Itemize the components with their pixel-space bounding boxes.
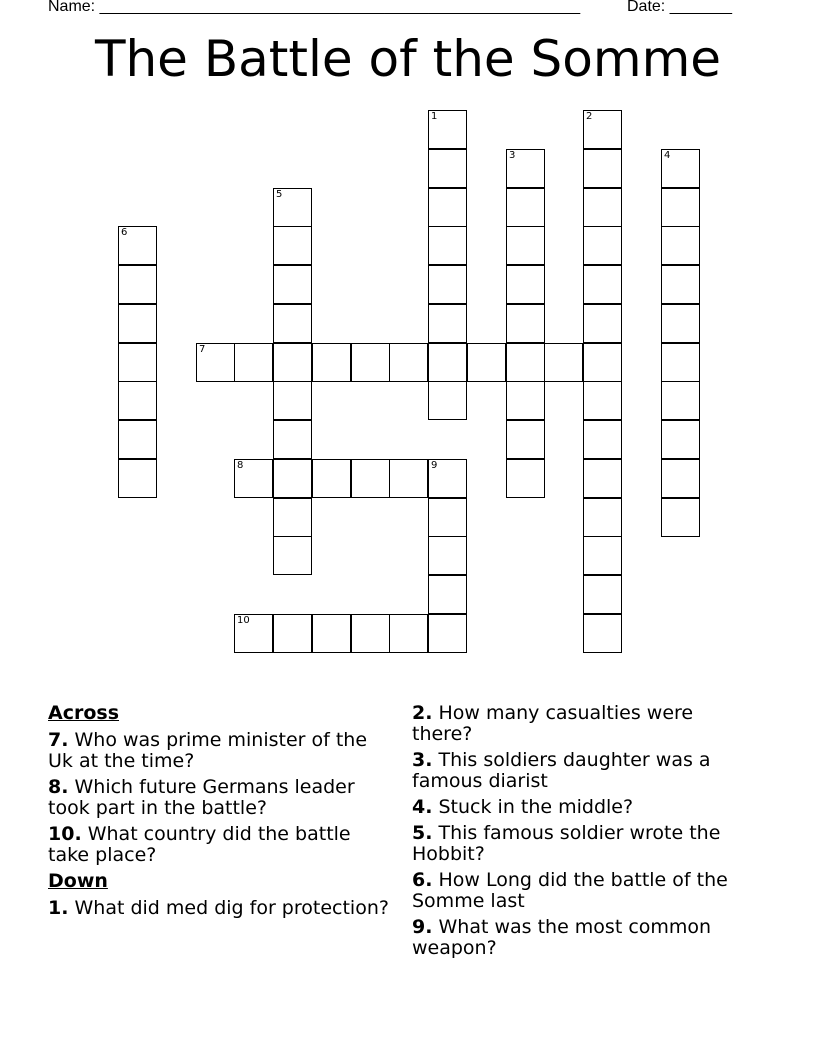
name-field-label: Name: ______________________________________________________: [48, 0, 581, 15]
clue-down-2: [412, 703, 757, 745]
grid-cell[interactable]: [234, 459, 273, 498]
grid-cell[interactable]: [583, 614, 622, 653]
grid-cell[interactable]: [234, 343, 273, 382]
grid-cell[interactable]: [273, 226, 312, 265]
down-heading: Down: [48, 870, 108, 892]
grid-cell[interactable]: [273, 498, 312, 537]
grid-cell[interactable]: [583, 265, 622, 304]
grid-cell[interactable]: [273, 614, 312, 653]
page-title: The Battle of the Somme: [94, 30, 722, 88]
grid-cell[interactable]: [351, 459, 390, 498]
grid-cell[interactable]: [273, 304, 312, 343]
clue-text: Who was prime minister of the Uk at the time?: [48, 729, 368, 772]
grid-cell[interactable]: [428, 381, 467, 420]
clue-across-7: [48, 730, 393, 772]
grid-cell[interactable]: [428, 188, 467, 227]
cell-number: 9: [431, 460, 438, 471]
cell-number: 10: [237, 615, 250, 626]
clue-number: 10.: [48, 823, 82, 845]
grid-cell[interactable]: [389, 614, 428, 653]
grid-cell[interactable]: [234, 614, 273, 653]
grid-cell[interactable]: [506, 265, 545, 304]
clue-number: 2.: [412, 702, 433, 724]
cell-number: 2: [586, 111, 593, 122]
grid-cell[interactable]: [583, 498, 622, 537]
grid-cell[interactable]: [506, 343, 545, 382]
clue-across-8: [48, 777, 393, 819]
grid-cell[interactable]: [661, 498, 700, 537]
grid-cell[interactable]: [583, 226, 622, 265]
grid-cell[interactable]: [506, 226, 545, 265]
cell-number: 7: [199, 344, 206, 355]
grid-cell[interactable]: [428, 110, 467, 149]
grid-cell[interactable]: [506, 420, 545, 459]
date-field-label: Date: _______: [627, 0, 732, 15]
clues-column-left: [48, 703, 393, 924]
clue-across-10: [48, 824, 393, 866]
grid-cell[interactable]: [118, 226, 157, 265]
clue-number: 4.: [412, 796, 433, 818]
clue-down-6: [412, 870, 757, 912]
cell-number: 4: [664, 150, 671, 161]
grid-cell[interactable]: [428, 304, 467, 343]
clue-text: Stuck in the middle?: [438, 796, 634, 818]
clue-text: This famous soldier wrote the Hobbit?: [412, 822, 721, 865]
grid-cell[interactable]: [118, 304, 157, 343]
clue-text: Which future Germans leader took part in the battle?: [48, 776, 355, 819]
grid-cell[interactable]: [544, 343, 583, 382]
grid-cell[interactable]: [583, 536, 622, 575]
grid-cell[interactable]: [273, 536, 312, 575]
grid-cell[interactable]: [661, 226, 700, 265]
clue-number: 7.: [48, 729, 69, 751]
grid-cell[interactable]: [389, 343, 428, 382]
grid-cell[interactable]: [661, 459, 700, 498]
grid-cell[interactable]: [583, 149, 622, 188]
grid-cell[interactable]: [428, 575, 467, 614]
clue-down-3: [412, 750, 757, 792]
grid-cell[interactable]: [351, 614, 390, 653]
grid-cell[interactable]: [118, 420, 157, 459]
clue-down-5: [412, 823, 757, 865]
grid-cell[interactable]: [506, 459, 545, 498]
grid-cell[interactable]: [428, 265, 467, 304]
grid-cell[interactable]: [661, 149, 700, 188]
grid-cell[interactable]: [661, 304, 700, 343]
grid-cell[interactable]: [506, 149, 545, 188]
cell-number: 6: [121, 227, 128, 238]
grid-cell[interactable]: [118, 265, 157, 304]
clue-number: 9.: [412, 916, 433, 938]
cell-number: 5: [276, 189, 283, 200]
cell-number: 1: [431, 111, 438, 122]
grid-cell[interactable]: [467, 343, 506, 382]
grid-cell[interactable]: [428, 149, 467, 188]
grid-cell[interactable]: [583, 304, 622, 343]
grid-cell[interactable]: [428, 343, 467, 382]
grid-cell[interactable]: [196, 343, 235, 382]
grid-cell[interactable]: [661, 381, 700, 420]
grid-cell[interactable]: [273, 265, 312, 304]
clue-text: What did med dig for protection?: [74, 897, 389, 919]
clue-text: What country did the battle take place?: [48, 823, 351, 866]
clue-text: How Long did the battle of the Somme last: [412, 869, 728, 912]
grid-cell[interactable]: [428, 498, 467, 537]
clue-text: How many casualties were there?: [412, 702, 694, 745]
clue-number: 1.: [48, 897, 69, 919]
grid-cell[interactable]: [583, 575, 622, 614]
grid-cell[interactable]: [583, 188, 622, 227]
grid-cell[interactable]: [583, 110, 622, 149]
clue-down-9: [412, 917, 757, 959]
grid-cell[interactable]: [506, 381, 545, 420]
grid-cell[interactable]: [506, 188, 545, 227]
grid-cell[interactable]: [661, 188, 700, 227]
across-heading: Across: [48, 702, 120, 724]
clue-number: 3.: [412, 749, 433, 771]
grid-cell[interactable]: [428, 459, 467, 498]
grid-cell[interactable]: [583, 420, 622, 459]
grid-cell[interactable]: [661, 265, 700, 304]
grid-cell[interactable]: [118, 459, 157, 498]
clue-number: 6.: [412, 869, 433, 891]
cell-number: 3: [509, 150, 516, 161]
clue-text: What was the most common weapon?: [412, 916, 712, 959]
clue-number: 8.: [48, 776, 69, 798]
grid-cell[interactable]: [506, 304, 545, 343]
grid-cell[interactable]: [583, 459, 622, 498]
clues-column-right: [412, 703, 757, 964]
grid-cell[interactable]: [273, 188, 312, 227]
clue-number: 5.: [412, 822, 433, 844]
grid-cell[interactable]: [351, 343, 390, 382]
grid-cell[interactable]: [273, 420, 312, 459]
cell-number: 8: [237, 460, 244, 471]
grid-cell[interactable]: [273, 343, 312, 382]
clue-down-4: [412, 797, 757, 818]
clue-down-1: [48, 898, 393, 919]
grid-cell[interactable]: [118, 381, 157, 420]
grid-cell[interactable]: [428, 226, 467, 265]
grid-cell[interactable]: [312, 614, 351, 653]
grid-cell[interactable]: [428, 536, 467, 575]
grid-cell[interactable]: [312, 459, 351, 498]
grid-cell[interactable]: [583, 381, 622, 420]
grid-cell[interactable]: [583, 343, 622, 382]
grid-cell[interactable]: [428, 614, 467, 653]
grid-cell[interactable]: [273, 459, 312, 498]
grid-cell[interactable]: [661, 343, 700, 382]
grid-cell[interactable]: [661, 420, 700, 459]
grid-cell[interactable]: [389, 459, 428, 498]
grid-cell[interactable]: [118, 343, 157, 382]
clue-text: This soldiers daughter was a famous diarist: [412, 749, 711, 792]
grid-cell[interactable]: [273, 381, 312, 420]
grid-cell[interactable]: [312, 343, 351, 382]
